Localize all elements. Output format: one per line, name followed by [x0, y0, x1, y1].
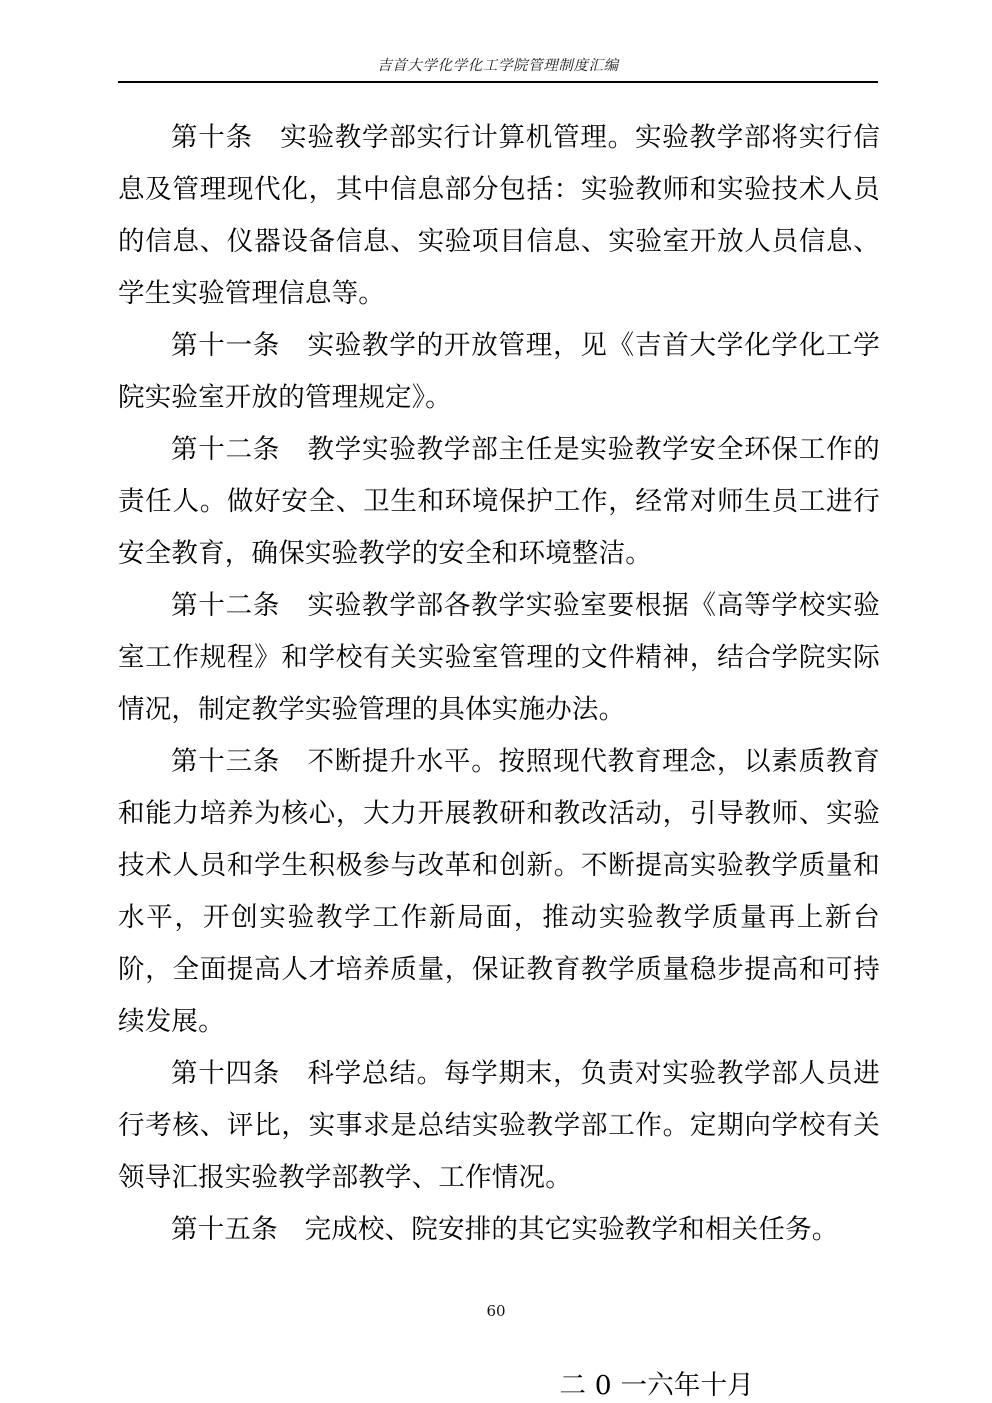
body-text-column	[118, 112, 880, 1403]
paragraph-article-12-b: 第十二条 实验教学部各教学实验室要根据《高等学校实验室工作规程》和学校有关实验室管理的文件精神，结合学院实际情况，制定教学实验管理的具体实施办法。	[118, 590, 880, 725]
signature-date: 二 0 一六年十月	[559, 1370, 754, 1401]
paragraph-article-15: 第十五条 完成校、院安排的其它实验教学和相关任务。	[171, 1214, 839, 1245]
paragraph-article-13: 第十三条 不断提升水平。按照现代教育理念，以素质教育和能力培养为核心，大力开展教研和教改活动，引导教师、实验技术人员和学生积极参与改革和创新。不断提高实验教学质量和水平，开创实验教学工作新局面，推动实验教学质量再上新台阶，全面提高人才培养质量，保证教育教学质量稳步提高和可持续发展。	[118, 746, 880, 1037]
header-title: 吉首大学化学化工学院管理制度汇编	[377, 58, 619, 74]
paragraph-article-11: 第十一条 实验教学的开放管理，见《吉首大学化学化工学院实验室开放的管理规定》。	[118, 330, 880, 413]
paragraph-article-10: 第十条 实验教学部实行计算机管理。实验教学部将实行信息及管理现代化，其中信息部分包括：实验教师和实验技术人员的信息、仪器设备信息、实验项目信息、实验室开放人员信息、学生实验管理信息等。	[118, 122, 880, 309]
page-number: 60	[486, 1302, 506, 1320]
paragraph-article-12-a: 第十二条 教学实验教学部主任是实验教学安全环保工作的责任人。做好安全、卫生和环境保护工作，经常对师生员工进行安全教育，确保实验教学的安全和环境整洁。	[118, 434, 880, 569]
header-divider	[118, 81, 878, 83]
paragraph-article-14: 第十四条 科学总结。每学期末，负责对实验教学部人员进行考核、评比，实事求是总结实验教学部工作。定期向学校有关领导汇报实验教学部教学、工作情况。	[118, 1058, 880, 1193]
page-header	[118, 58, 878, 91]
